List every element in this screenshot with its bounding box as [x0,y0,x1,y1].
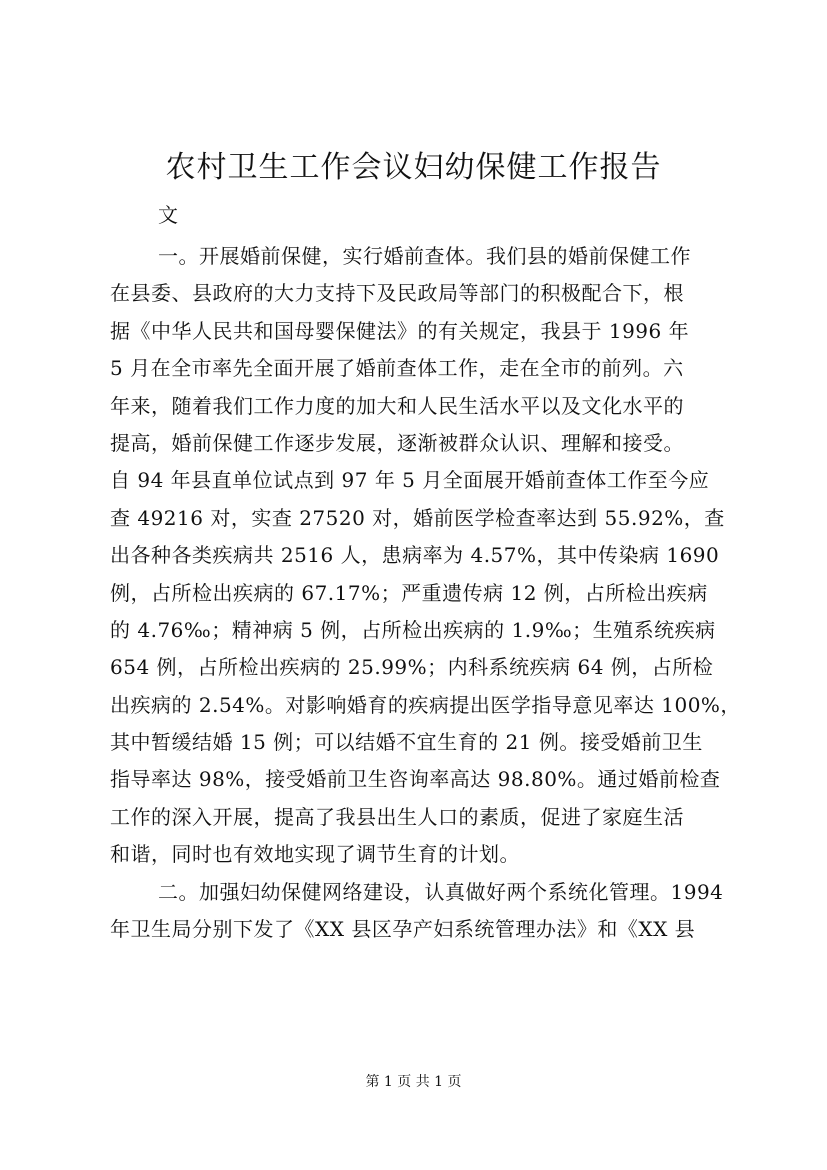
paragraph-line: 654 例，占所检出疾病的 25.99%；内科系统疾病 64 例，占所检 [110,655,714,680]
paragraph-line: 的 4.76‰；精神病 5 例，占所检出疾病的 1.9‰；生殖系统疾病 [110,617,716,642]
paragraph-line: 据《中华人民共和国母婴保健法》的有关规定，我县于 1996 年 [110,318,690,343]
paragraph-line: 年来，随着我们工作力度的加大和人民生活水平以及文化水平的 [110,393,684,418]
document-title: 农村卫生工作会议妇幼保健工作报告 [165,150,662,185]
document-subtitle: 文 [158,203,178,227]
paragraph-line: 查 49216 对，实查 27520 对，婚前医学检查率达到 55.92%，查 [110,505,725,530]
paragraph-line: 出各种各类疾病共 2516 人，患病率为 4.57%，其中传染病 1690 [110,543,720,568]
paragraph-line: 例，占所检出疾病的 67.17%；严重遗传病 12 例，占所检出疾病 [110,580,708,605]
paragraph-line: 和谐，同时也有效地实现了调节生育的计划。 [110,842,520,867]
paragraph-line: 年卫生局分别下发了《XX 县区孕产妇系统管理办法》和《XX 县 [110,917,696,942]
page-footer: 第 1 页 共 1 页 [365,1074,462,1090]
paragraph-line: 5 月在全市率先全面开展了婚前查体工作，走在全市的前列。六 [110,356,684,381]
paragraph-line: 自 94 年县直单位试点到 97 年 5 月全面展开婚前查体工作至今应 [110,468,710,493]
paragraph-line: 出疾病的 2.54%。对影响婚育的疾病提出医学指导意见率达 100%， [110,692,741,717]
paragraph-line: 指导率达 98%，接受婚前卫生咨询率高达 98.80%。通过婚前检查 [110,767,721,792]
paragraph-line: 其中暂缓结婚 15 例；可以结婚不宜生育的 21 例。接受婚前卫生 [110,730,703,755]
paragraph-line: 在县委、县政府的大力支持下及民政局等部门的积极配合下，根 [110,281,684,306]
paragraph-line: 提高，婚前保健工作逐步发展，逐渐被群众认识、理解和接受。 [110,430,684,455]
paragraph-line: 二。加强妇幼保健网络建设，认真做好两个系统化管理。1994 [158,879,724,904]
paragraph-line: 一。开展婚前保健，实行婚前查体。我们县的婚前保健工作 [158,244,691,268]
document-body [110,238,741,948]
paragraph-line: 工作的深入开展，提高了我县出生人口的素质，促进了家庭生活 [110,804,684,829]
